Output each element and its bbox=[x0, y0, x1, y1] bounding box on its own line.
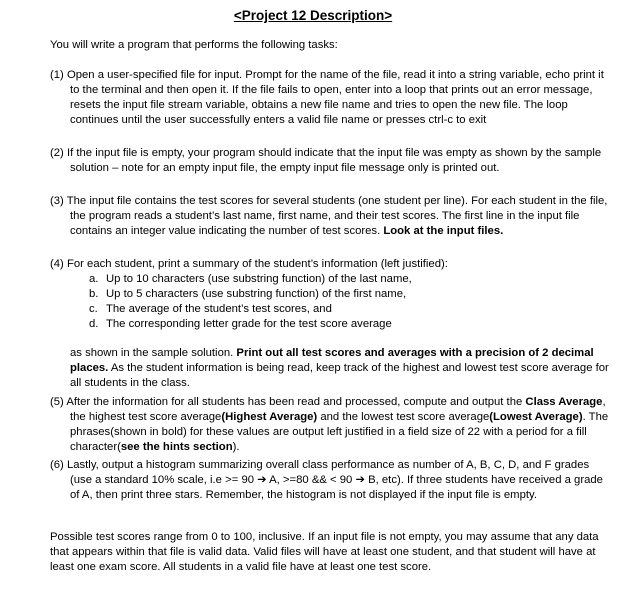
page-title: <Project 12 Description> bbox=[233, 8, 393, 23]
text-segment: The input file contains the test scores for several students (one student per line). For each student in the file, the program reads a student’s last name, first name, and their test scores. The first line in the input file contains an integer value indicating the number of test scores. bbox=[66, 195, 608, 237]
subitem-label: b. bbox=[89, 287, 99, 300]
intro-text: You will write a program that performs the following tasks: bbox=[50, 39, 338, 51]
bold-text: Look at the input files. bbox=[383, 224, 504, 237]
subitem-row bbox=[89, 272, 589, 287]
bold-text: see the hints section bbox=[120, 440, 233, 453]
text-segment: As the student information is being read, keep track of the highest and lowest test score average for all students in the class. bbox=[70, 361, 609, 389]
item-number: (1) bbox=[50, 69, 64, 81]
item-number: (3) bbox=[50, 195, 64, 207]
subitem-label: c. bbox=[89, 302, 98, 315]
subitem-text: The average of the student’s test scores, and bbox=[106, 302, 332, 315]
bold-text: (Lowest Average) bbox=[489, 410, 583, 423]
text-segment: . The phrases(shown in bold) for these values are output left justified in a field size of 22 with a period for a fill character( bbox=[70, 410, 609, 453]
text-segment: , the highest test score average bbox=[70, 396, 606, 423]
subitem-label: d. bbox=[89, 317, 99, 330]
subitem-label: a. bbox=[89, 273, 99, 285]
task-item-1 bbox=[50, 68, 610, 128]
subitem-text: Up to 5 characters (use substring function) of the first name, bbox=[106, 287, 407, 300]
text-segment: After the information for all students has been read and processed, compute and output the bbox=[66, 396, 526, 408]
item-number: (4) bbox=[50, 258, 64, 270]
text-segment: as shown in the sample solution. bbox=[70, 347, 237, 359]
text-segment: If the input file is empty, your program should indicate that the input file was empty as shown by the sample solution – note for an empty input file, the empty input file message only is printed out. bbox=[66, 147, 602, 174]
subitem-row bbox=[89, 302, 589, 317]
task-item-5 bbox=[50, 395, 610, 455]
task-item-3 bbox=[50, 194, 610, 239]
bold-text: Class Average bbox=[525, 396, 603, 408]
task-item-4 bbox=[50, 257, 610, 272]
item-number: (2) bbox=[50, 147, 64, 159]
subitem-text: The corresponding letter grade for the test score average bbox=[106, 317, 392, 330]
item-number: (6) bbox=[50, 459, 64, 471]
subitem-text: Up to 10 characters (use substring function) of the last name, bbox=[106, 273, 412, 285]
text-segment: Lastly, output a histogram summarizing overall class performance as number of A, B, C, D, and F grades (use a standard 10% scale, i.e >= 90 ➔ A, >=80 && < 90 ➔ B, etc). If three students have received a grade of A, then print three stars. Remember, the histogram is not displayed if the input file is empty. bbox=[66, 459, 603, 501]
task-4-subitems bbox=[89, 272, 589, 332]
item-number: (5) bbox=[50, 396, 64, 408]
text-segment: Open a user-specified file for input. Prompt for the name of the file, read it into a string variable, echo print it to the terminal and then open it. If the file fails to open, enter into a loop that prints out an error message, resets the input file stream variable, obtains a new file name and tries to open the new file. The loop continues until the user successfully enters a valid file name or presses ctrl-c to exit bbox=[66, 69, 604, 126]
closing-paragraph: Possible test scores range from 0 to 100, inclusive. If an input file is not empty, you may assume that any data that appears within that file is valid data. Valid files will have at least one student, and that student will have at least one exam score. All students in a valid file have at least one test score. bbox=[50, 531, 599, 573]
subitem-row bbox=[89, 287, 589, 302]
task-4-continuation bbox=[70, 346, 610, 391]
text-segment: ). bbox=[232, 440, 240, 453]
task-item-6 bbox=[50, 458, 610, 503]
subitem-row bbox=[89, 317, 589, 332]
text-segment: and the lowest test score average bbox=[317, 410, 490, 423]
text-segment: For each student, print a summary of the student’s information (left justified): bbox=[66, 258, 448, 270]
bold-text: (Highest Average) bbox=[221, 410, 318, 423]
bold-text: Print out all test scores and averages with a precision of 2 decimal places. bbox=[70, 347, 594, 374]
task-item-2 bbox=[50, 146, 610, 176]
